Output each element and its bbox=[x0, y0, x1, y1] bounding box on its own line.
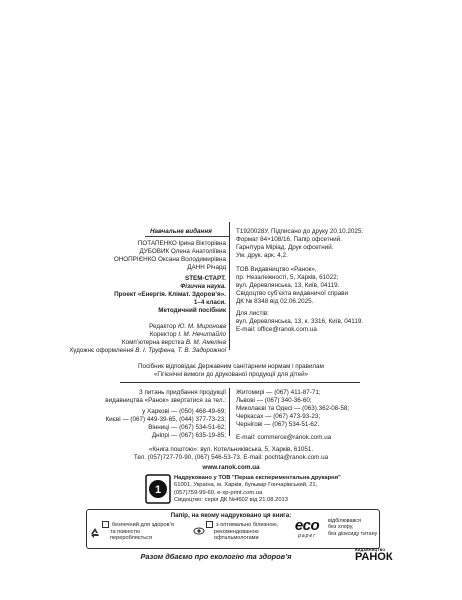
editor-line: Художнє оформлення В. І. Труфена, Т. В. Задорожної bbox=[69, 347, 226, 354]
phone-line: Львові — (067) 340-36-60; bbox=[236, 397, 312, 404]
authors bbox=[114, 240, 226, 272]
ranok-logo: ВИДАВНИЦТВО РАНОК bbox=[355, 548, 393, 563]
eco-paper-logo: eco paper bbox=[294, 517, 320, 539]
phone-line: Дніпрі — (067) 635-19-85; bbox=[151, 432, 226, 439]
author: ДУБОВИК Олена Анатоліївна bbox=[139, 248, 226, 255]
phones-right bbox=[236, 389, 349, 429]
phone-line: у Харкові — (050) 468-49-69; bbox=[142, 408, 226, 415]
paper-feature-2: з оптимально білизною, рекомендованою офтальмологами bbox=[206, 521, 278, 542]
phone-line: Житомирі — (067) 411-87-71; bbox=[236, 389, 321, 396]
slogan: Разом дбаємо про екологію та здоров’я bbox=[140, 552, 292, 561]
eye-icon bbox=[193, 524, 205, 538]
book-type: Методичний посібник bbox=[158, 307, 226, 314]
checkbox-icon bbox=[102, 521, 109, 528]
phone-line: Чернігові — (067) 534-51-62. bbox=[236, 421, 320, 428]
email-commerce: E-mail: commerce@ranok.com.ua bbox=[236, 434, 332, 441]
editors bbox=[69, 323, 226, 355]
mail-order: «Книга поштою»: вул. Котельниківська, 5, Харків, 61051. Тел. (057)727-70-90, (067) 546-53-73. E-mail: pochta@ranok.com.ua bbox=[133, 446, 329, 461]
phone-line: Миколаєві та Одесі — (063) 362-08-58; bbox=[236, 405, 350, 412]
author: ДАНН Річард bbox=[187, 264, 226, 271]
section-title: Навчальне видання bbox=[150, 228, 212, 235]
phone-line: Вінниці — (067) 534-51-62; bbox=[148, 424, 226, 431]
book-info bbox=[114, 275, 226, 315]
print-info: Т1920028У. Підписано до друку 20.10.2025. Формат 84×108/16. Папір офсетний. Гарнітура Міріад. Друк офсетний. Ум. друк. арк. 4,2. bbox=[236, 228, 364, 259]
book-subject: Фізична наука. bbox=[180, 283, 226, 290]
editor-line: Коректор І. М. Нечитайло bbox=[149, 331, 226, 338]
publisher-info: ТОВ Видавництво «Ранок», пр. Незалежності, 5, Харків, 61022; вул. Деревлянська, 13, Київ, 04119. Свідоцтво суб’єкта видавничої справи ДК № 8348 від 02.06.2025. bbox=[236, 266, 349, 305]
website: www.ranok.com.ua bbox=[202, 464, 260, 471]
eco-note: відбілювався без хлору, без діоксиду титану bbox=[328, 518, 378, 537]
svg-text:1: 1 bbox=[154, 484, 162, 496]
printer-info: Надруковано у ТОВ "Перша експериментальна друкарня" 61001, Україна, м. Харків, бульвар Гончарівський, 21, (057)759-99-60, e-xp-print.com.ua Свідоцтво: серія ДК №4602 від 21.08.2013 bbox=[174, 475, 341, 504]
phones-left bbox=[105, 408, 226, 440]
book-grades: 1–4 класи. bbox=[193, 299, 226, 306]
compliance-note: Посібник відповідає Державним санітарним нормам і правилам «Гігієнічні вимоги до друкованої продукції для дітей» bbox=[137, 363, 325, 378]
purchase-intro: З питань придбання продукції видавництва «Ранок» звертатися за тел.: bbox=[105, 389, 226, 404]
phone-line: Черкасах — (067) 473-93-23; bbox=[236, 413, 321, 420]
editor-line: Комп’ютерна верстка В. М. Амеліна bbox=[121, 339, 226, 346]
author: ПОТАПЕНКО Ірина Вікторівна bbox=[137, 240, 226, 247]
letters-info: Для листів: вул. Деревлянська, 13, к. 3316, Київ, 04119. E-mail: office@ranok.com.ua bbox=[236, 310, 364, 333]
editor-line: Редактор Ю. М. Миронова bbox=[149, 323, 226, 330]
book-project: Проект «Енергія. Клімат. Здоров’я». bbox=[114, 291, 226, 298]
paper-title: Папір, на якому надруковано ця книга: bbox=[170, 512, 292, 519]
recycle-icon bbox=[89, 527, 101, 539]
printer-logo bbox=[145, 474, 171, 504]
author: ОНОПРІЄНКО Оксана Володимирівна bbox=[113, 256, 226, 263]
book-series: STEM-СТАРТ. bbox=[185, 275, 226, 282]
phone-line: Києві — (067) 449-39-65, (044) 377-73-23; bbox=[105, 416, 226, 423]
checkbox-icon bbox=[206, 521, 213, 528]
paper-feature-1: безпечний для здоров’я та повністю переробляється bbox=[102, 521, 174, 542]
